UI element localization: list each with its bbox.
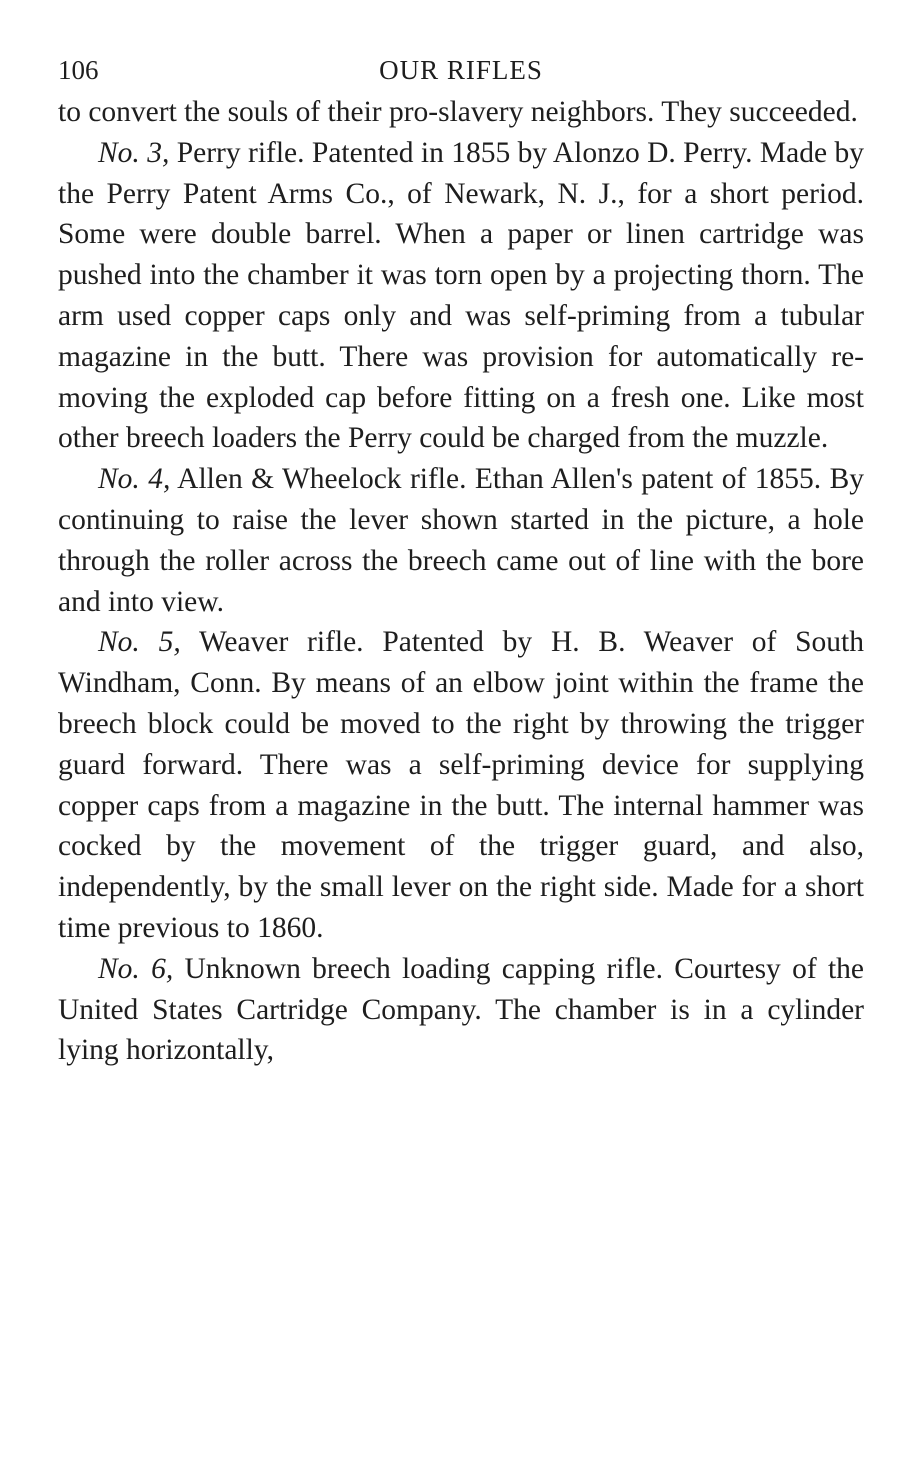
page-number: 106 — [58, 55, 99, 85]
paragraph-text: Unknown breech loading capping rifle. Courtesy of the United States Cartridge Company. The chamber is in a cylinder lying horizontally, — [58, 952, 864, 1067]
paragraph-no-4 — [58, 459, 864, 622]
paragraph-text: Allen & Wheelock rifle. Ethan Allen's patent of 1855. By continuing to raise the lever shown started in the picture, a hole through the roller across the breech came out of line with the bore and into view. — [58, 463, 864, 618]
item-label: No. 4, — [98, 463, 171, 496]
paragraph-text: Weaver rifle. Patented by H. B. Weaver of South Windham, Conn. By means of an elbow joint within the frame the breech block could be moved to the right by throwing the trigger guard forward. There was a self-priming device for supplying copper caps from a magazine in the butt. The internal hammer was cocked by the movement of the trigger guard, and also, independently, by the small lever on the right side. Made for a short time previous to 1860. — [58, 626, 864, 944]
item-label: No. 5, — [98, 626, 181, 659]
paragraph-no-5 — [58, 622, 864, 948]
paragraph-text: to convert the souls of their pro-slavery neighbors. They succeeded. — [58, 96, 858, 128]
paragraph-text: Perry rifle. Patented in 1855 by Alonzo D. Perry. Made by the Perry Patent Arms Co., of Newark, N. J., for a short period. Some were double barrel. When a paper or linen cartridge was pushed into the chamber it was torn open by a projecting thorn. The arm used copper caps only and was self-priming from a tubular magazine in the butt. There was provision for automatically removing the exploded cap before fitting on a fresh one. Like most other breech loaders the Perry could be charged from the muzzle. — [58, 136, 864, 455]
item-label: No. 6, — [98, 952, 174, 985]
paragraph-no-6 — [58, 949, 864, 1071]
body-text — [58, 92, 864, 1071]
book-page — [58, 48, 864, 1071]
paragraph-no-3 — [58, 133, 864, 459]
page-header — [58, 48, 864, 92]
paragraph-continuation — [58, 92, 864, 133]
item-label: No. 3, — [98, 136, 170, 169]
running-title: OUR RIFLES — [379, 55, 543, 85]
